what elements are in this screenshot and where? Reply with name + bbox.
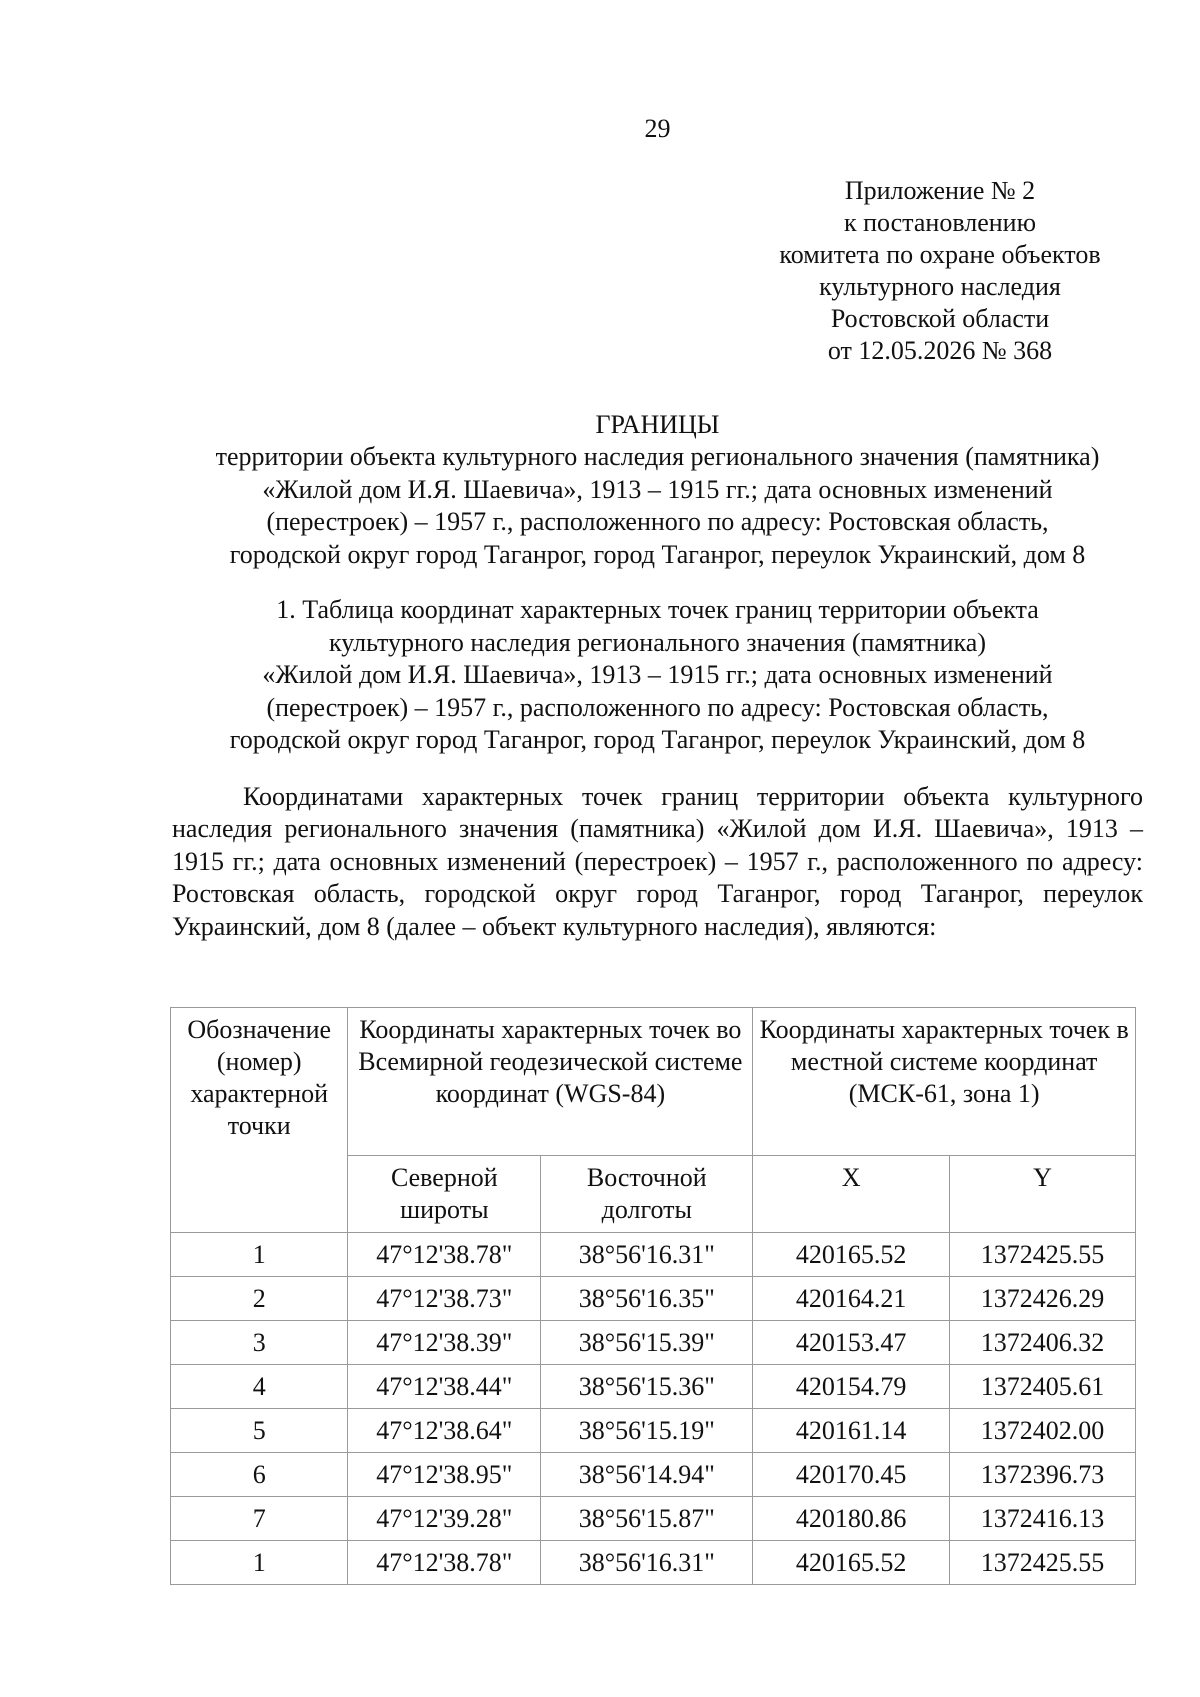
cell-longitude: 38°56'16.31" [541,1541,753,1585]
caption-line: (перестроек) – 1957 г., расположенного по адресу: Ростовская область, [266,692,1049,722]
cell-y: 1372396.73 [949,1453,1135,1497]
header-x: X [753,1156,950,1233]
appendix-line: комитета по охране объектов [779,240,1101,269]
cell-x: 420165.52 [753,1233,950,1277]
cell-y: 1372406.32 [949,1321,1135,1365]
appendix-block [740,175,1140,367]
subtitle-line: (перестроек) – 1957 г., расположенного по адресу: Ростовская область, [266,507,1049,536]
page-number: 29 [644,114,671,143]
cell-latitude: 47°12'38.78" [348,1541,541,1585]
cell-point: 2 [171,1277,348,1321]
table-caption [170,594,1145,757]
caption-line: культурного наследия регионального значения (памятника) [329,627,986,657]
cell-latitude: 47°12'38.95" [348,1453,541,1497]
subtitle-line: городской округ город Таганрог, город Таганрог, переулок Украинский, дом 8 [229,539,1086,569]
cell-point: 1 [171,1233,348,1277]
cell-point: 3 [171,1321,348,1365]
header-local: Координаты характерных точек в местной системе координат (МСК-61, зона 1) [753,1008,1136,1156]
subtitle-line: территории объекта культурного наследия регионального значения (памятника) [215,442,1100,471]
caption-line: 1. Таблица координат характерных точек границ территории объекта [276,595,1039,624]
header-y: Y [949,1156,1135,1233]
cell-x: 420161.14 [753,1409,950,1453]
cell-point: 1 [171,1541,348,1585]
cell-y: 1372425.55 [949,1233,1135,1277]
cell-y: 1372416.13 [949,1497,1135,1541]
cell-longitude: 38°56'16.31" [541,1233,753,1277]
table-row [171,1453,1136,1497]
appendix-line: от 12.05.2026 № 368 [827,336,1053,365]
cell-latitude: 47°12'38.73" [348,1277,541,1321]
appendix-line: Ростовской области [830,304,1050,333]
cell-point: 5 [171,1409,348,1453]
body-paragraph: Координатами характерных точек границ территории объекта культурного наследия регионального значения (памятника) «Жилой дом И.Я. Шаевича», 1913 – 1915 гг.; дата основных изменений (перестроек) – 1957 г., расположенного по адресу: Ростовская область, городской округ город Таганрог, город Таганрог, переулок Украинский, дом 8 (далее – объект культурного наследия), являются: [172,782,1143,941]
cell-longitude: 38°56'16.35" [541,1277,753,1321]
table-row [171,1541,1136,1585]
cell-x: 420180.86 [753,1497,950,1541]
cell-longitude: 38°56'15.87" [541,1497,753,1541]
cell-latitude: 47°12'38.64" [348,1409,541,1453]
caption-line: «Жилой дом И.Я. Шаевича», 1913 – 1915 гг.; дата основных изменений [262,660,1053,689]
document-subtitle [170,441,1145,571]
table-row [171,1277,1136,1321]
cell-latitude: 47°12'38.39" [348,1321,541,1365]
table-row [171,1365,1136,1409]
header-latitude: Северной широты [348,1156,541,1233]
appendix-line: к постановлению [843,208,1037,237]
header-wgs: Координаты характерных точек во Всемирной геодезической системе координат (WGS-84) [348,1008,753,1156]
table-row [171,1233,1136,1277]
cell-longitude: 38°56'14.94" [541,1453,753,1497]
table-row [171,1497,1136,1541]
cell-longitude: 38°56'15.39" [541,1321,753,1365]
document-title: ГРАНИЦЫ [595,410,720,439]
subtitle-line: «Жилой дом И.Я. Шаевича», 1913 – 1915 гг.; дата основных изменений [262,474,1053,504]
cell-point: 7 [171,1497,348,1541]
cell-x: 420164.21 [753,1277,950,1321]
cell-x: 420170.45 [753,1453,950,1497]
cell-y: 1372425.55 [949,1541,1135,1585]
cell-x: 420165.52 [753,1541,950,1585]
cell-latitude: 47°12'38.78" [348,1233,541,1277]
coordinates-table [170,1007,1136,1585]
cell-point: 4 [171,1365,348,1409]
cell-x: 420153.47 [753,1321,950,1365]
table-row [171,1321,1136,1365]
cell-y: 1372426.29 [949,1277,1135,1321]
cell-y: 1372402.00 [949,1409,1135,1453]
cell-latitude: 47°12'39.28" [348,1497,541,1541]
header-longitude: Восточной долготы [541,1156,753,1233]
cell-longitude: 38°56'15.36" [541,1365,753,1409]
header-point: Обозначение (номер) характерной точки [171,1008,348,1233]
table-row [171,1409,1136,1453]
cell-longitude: 38°56'15.19" [541,1409,753,1453]
cell-y: 1372405.61 [949,1365,1135,1409]
caption-line: городской округ город Таганрог, город Таганрог, переулок Украинский, дом 8 [229,725,1086,754]
cell-x: 420154.79 [753,1365,950,1409]
cell-point: 6 [171,1453,348,1497]
cell-latitude: 47°12'38.44" [348,1365,541,1409]
appendix-line: Приложение № 2 [844,176,1036,205]
appendix-line: культурного наследия [819,272,1061,301]
